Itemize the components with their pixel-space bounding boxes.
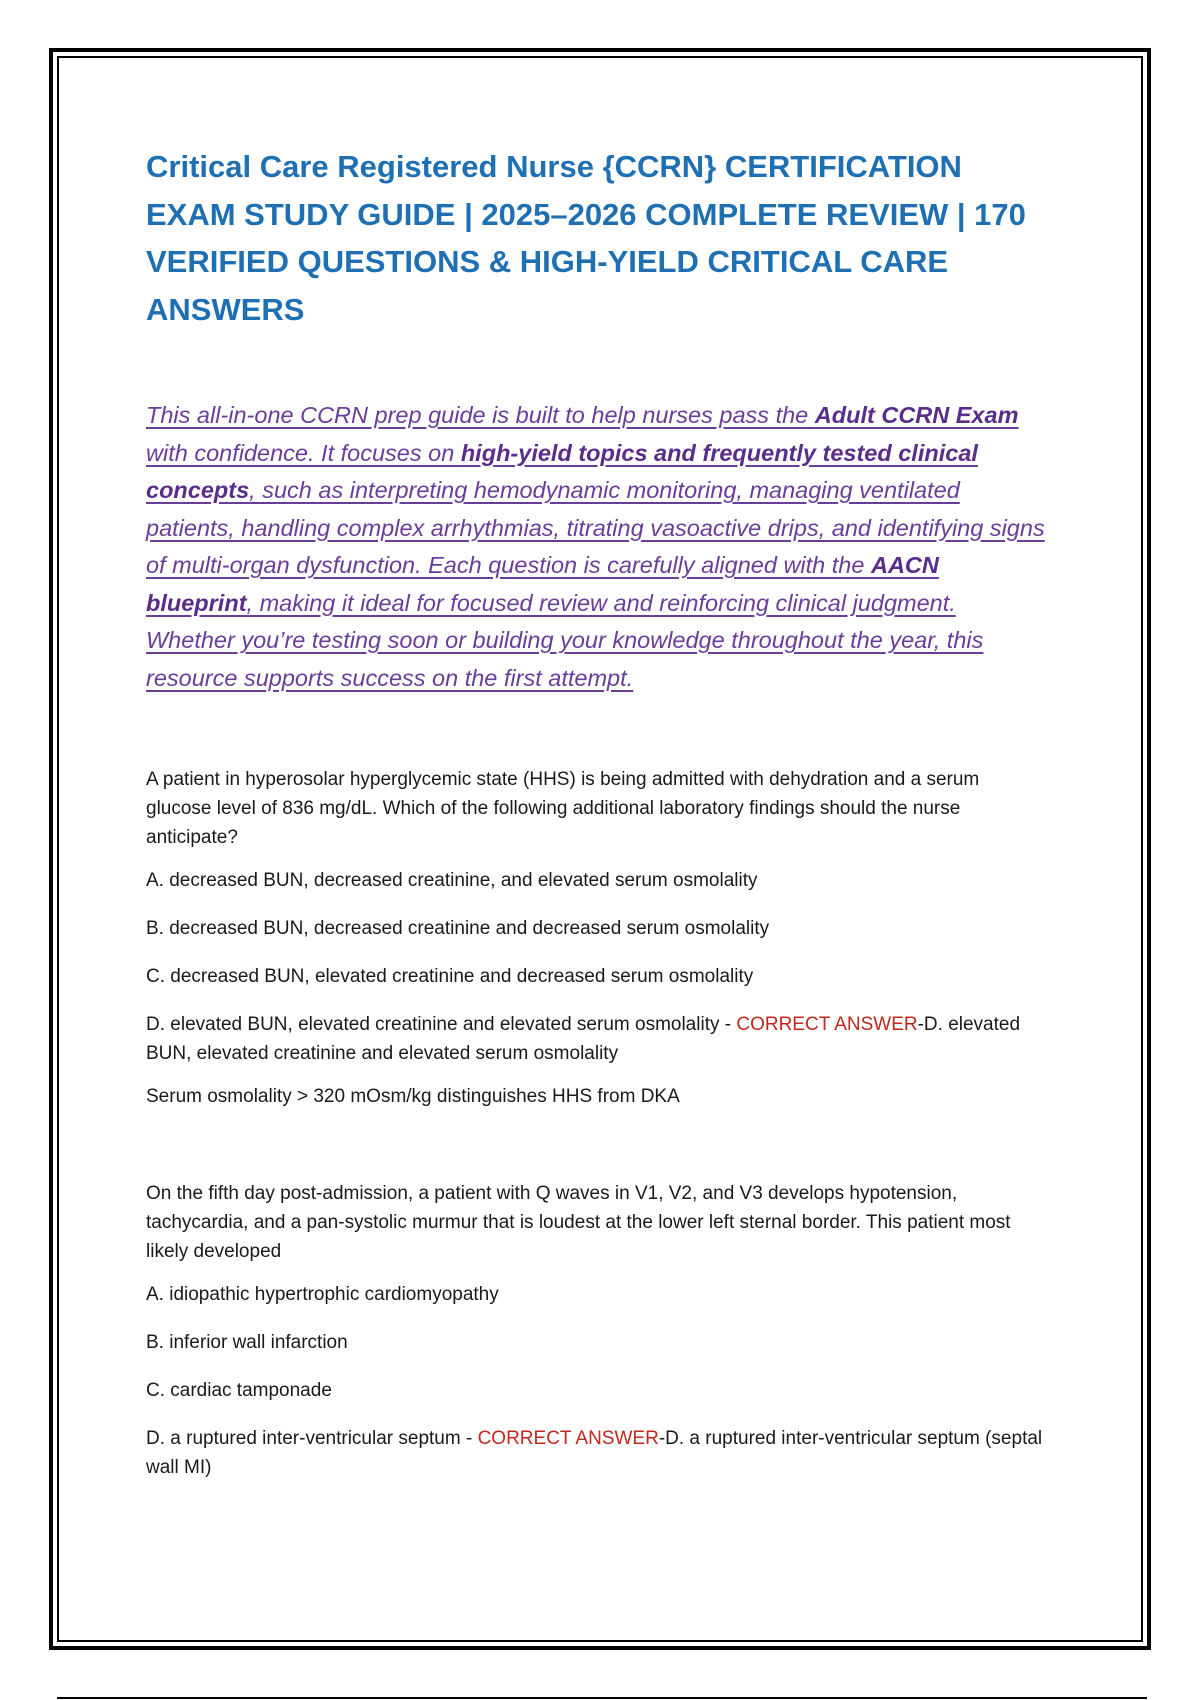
option-a: A. decreased BUN, decreased creatinine, and elevated serum osmolality [146,870,758,891]
question-2 [146,1179,1046,1482]
correct-answer-text: -D. a ruptured inter-ventricular septum (septal wall MI) [146,1428,1043,1478]
question-stem: On the fifth day post-admission, a patient with Q waves in V1, V2, and V3 develops hypotension, tachycardia, and a pan-systolic murmur that is loudest at the lower left sternal border. This patient most likely developed [146,1183,1011,1262]
question-1 [146,765,1046,1111]
option-d: D. a ruptured inter-ventricular septum - [146,1428,478,1449]
option-d: D. elevated BUN, elevated creatinine and elevated serum osmolality - [146,1014,737,1035]
option-b: B. inferior wall infarction [146,1332,348,1353]
answer-line [146,1424,1046,1482]
footer-divider [57,1697,1147,1699]
option-c: C. decreased BUN, elevated creatinine and decreased serum osmolality [146,966,754,987]
intro-paragraph [146,397,1046,697]
intro-bold-exam: Adult CCRN Exam [814,402,1019,428]
intro-bold-topics: high-yield topics and frequently tested clinical concepts [146,439,978,503]
answer-line [146,1010,1046,1068]
intro-bold-blueprint: AACN blueprint [146,552,939,616]
correct-answer-label: CORRECT ANSWER [477,1428,659,1449]
option-b: B. decreased BUN, decreased creatinine and decreased serum osmolality [146,918,770,939]
document-title: Critical Care Registered Nurse {CCRN} CERTIFICATION EXAM STUDY GUIDE | 2025–2026 COMPLETE REVIEW | 170 VERIFIED QUESTIONS & HIGH-YIELD CRITICAL CARE ANSWERS [146,149,1026,327]
option-a: A. idiopathic hypertrophic cardiomyopathy [146,1284,499,1305]
document-content [146,143,1046,1496]
correct-answer-label: CORRECT ANSWER [736,1014,918,1035]
intro-text-4: , making it ideal for focused review and reinforcing clinical judgment. Whether you’re testing soon or building your knowledge throughout the year, this resource supports success on the first attempt. [146,589,984,691]
question-stem: A patient in hyperosolar hyperglycemic state (HHS) is being admitted with dehydration and a serum glucose level of 836 mg/dL. Which of the following additional laboratory findings should the nurse anticipate? [146,769,980,848]
rationale: Serum osmolality > 320 mOsm/kg distinguishes HHS from DKA [146,1086,680,1107]
intro-text-3: , such as interpreting hemodynamic monitoring, managing ventilated patients, handling complex arrhythmias, titrating vasoactive drips, and identifying signs of multi-organ dysfunction. Each question is carefully aligned with the [146,477,1045,578]
intro-text-1: This all-in-one CCRN prep guide is built to help nurses pass the [146,402,815,428]
correct-answer-text: -D. elevated BUN, elevated creatinine and elevated serum osmolality [146,1014,1021,1064]
intro-text-2: with confidence. It focuses on [146,439,461,466]
option-c: C. cardiac tamponade [146,1380,332,1401]
